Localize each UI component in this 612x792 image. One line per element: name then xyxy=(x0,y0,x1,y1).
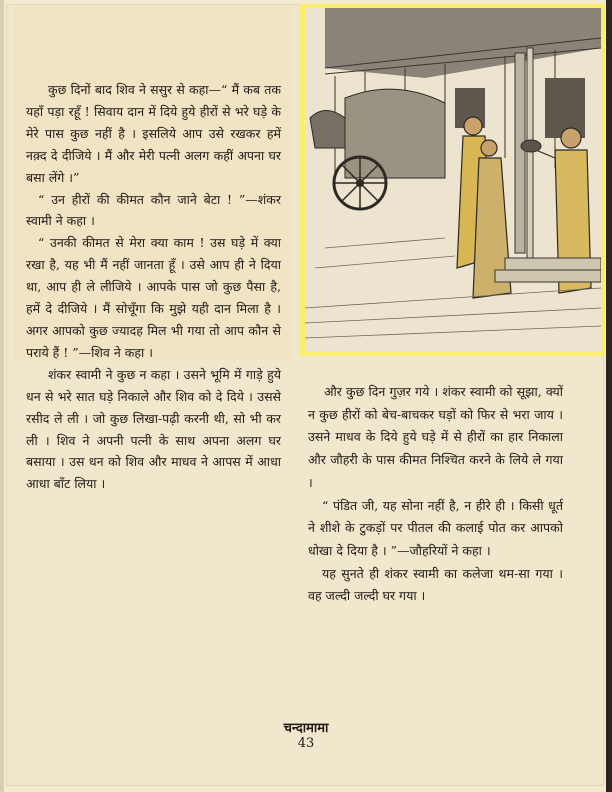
paragraph: “ उनकी कीमत से मेरा क्या काम ! उस घड़े में क्या रखा है, यह भी मैं नहीं जानता हूँ । उसे आप ही ने दिया था, आप ही ले लीजिये । आपके पास जो कुछ पैसा है, हमें दे दीजिये । मैं सोचूँगा कि मुझे यही दान मिला है । अगर आपको कुछ ज्यादह मिल भी गया तो आप कौन से पराये हैं ! ”—शिव ने कहा । xyxy=(26,235,281,360)
story-illustration xyxy=(305,8,601,352)
paragraph: और कुछ दिन गुज़र गये । शंकर स्वामी को सूझा, क्यों न कुछ हीरों को बेच-बाचकर घड़ों को फिर से भरा जाय । उसने माधव के दिये हुये घड़े में से हीरों का हार निकाला और जौहरी के पास कीमत निश्चित करने के लिये ले गया । xyxy=(308,384,563,490)
magazine-title: चन्दामामा xyxy=(283,721,329,736)
illustration-drawing xyxy=(305,8,601,352)
paragraph: यह सुनते ही शंकर स्वामी का कलेजा थम-सा गया । वह जल्दी जल्दी घर गया । xyxy=(308,565,563,604)
paragraph: शंकर स्वामी ने कुछ न कहा । उसने भूमि में गाड़े हुये धन से भरे सात घड़े निकाले और शिव को दे दिये । उससे रसीद ले ली । जो कुछ लिखा-पढ़ी करनी थी, सो भी कर ली । शिव ने अपनी पत्नी के साथ अपना अलग घर बसाया । उस धन को शिव और माधव ने आपस में आधा आधा बाँट लिया । xyxy=(26,366,281,492)
left-text-column xyxy=(26,79,281,495)
paragraph: “ पंडित जी, यह सोना नहीं है, न हीरे ही । किसी धूर्त ने शीशे के टुकड़ों पर पीतल की कलाई पोत कर आपको धोखा दे दिया है । ”—जौहरियों ने कहा । xyxy=(308,497,563,558)
paragraph: “ उन हीरों की कीमत कौन जाने बेटा ! ”—शंकर स्वामी ने कहा । xyxy=(26,191,281,229)
page-edge-left xyxy=(0,0,4,792)
illustration-frame xyxy=(299,4,605,356)
page-number: 43 xyxy=(297,736,315,751)
paragraph: कुछ दिनों बाद शिव ने ससुर से कहा—“ मैं कब तक यहाँ पड़ा रहूँ ! सिवाय दान में दिये हुये हीरों से भरे घड़े के मेरे पास कुछ नहीं है । इसलिये आप उसे रखकर हमें नक़्द दे दीजिये । मैं और मेरी पत्नी अलग कहीं अपना घर बसा लेंगे ।” xyxy=(26,82,281,185)
right-text-column xyxy=(308,381,563,608)
page-edge-right xyxy=(606,0,612,792)
